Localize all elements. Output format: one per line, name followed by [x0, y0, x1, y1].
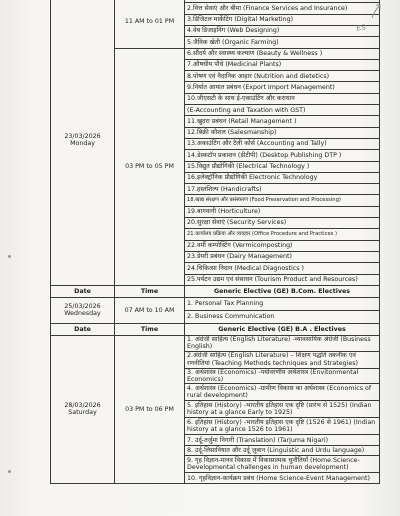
time-cell: 07 AM to 10 AM: [115, 297, 185, 323]
subject-cell: 10. गृहविज्ञान-कार्यक्रम प्रबंध (Home Science-Event Management): [185, 473, 380, 484]
subject-cell: 2. Business Communication: [185, 310, 380, 323]
subject-cell: 8. उर्दू-लिसानियात और उर्दू ज़ुबान (Linguistic and Urdu language): [185, 445, 380, 456]
subject-cell: 5.जैविक खेती (Organic Farming): [185, 37, 380, 48]
subject-cell: 7.औषधीय पौधे (Medicinal Plants): [185, 59, 380, 70]
subject-cell: 3. अर्थशास्त्र (Economics) -पर्यावरणीय अर्थशास्त्र (Envitonmental Economics): [185, 368, 380, 384]
date-cell: [51, 335, 115, 483]
subject-cell: 20.सुरक्षा सेवाएं (Security Services): [185, 218, 380, 229]
exam-date: 25/03/2026: [64, 302, 101, 310]
exam-day: Monday: [70, 139, 95, 147]
column-header-time: Time: [115, 323, 185, 335]
subject-cell: 6. इतिहास (History) -भारतीय इतिहास एक दृष्टि (1526 से 1961) (Indian history at a glance 1526 to 1961): [185, 418, 380, 435]
exam-day: Saturday: [68, 409, 97, 417]
subject-cell: 14.डेस्कटॉप प्रकाशन (डीटीपी) (Desktop Publishing DTP ): [185, 150, 380, 161]
subject-cell: 7. उर्दू-तर्जुमा निगारी (Translation) (Tarjuma Nigari): [185, 435, 380, 446]
subject-cell: 13.अकाउंटिंग और टैली कोर्स (Accounting and Tally): [185, 138, 380, 149]
punch-hole-mark: [8, 255, 11, 258]
subject-cell: 4. अर्थशास्त्र (Economics) -ग्रामीण विकास का अर्थशास्त्र (Economics of rural development): [185, 384, 380, 401]
subject-cell: 24.चिकित्सा निदान (Medical Diagnostics ): [185, 263, 380, 274]
column-header-date: Date: [51, 285, 115, 297]
column-header-time: Time: [115, 285, 185, 297]
subject-cell: 1. Personal Tax Planning: [185, 297, 380, 310]
subject-cell: 2.अंग्रेजी साहित्य (English Literature) – शिक्षण पद्धति तकनीक एवं रणनीतियां (Teaching Methods techniques and Strategies): [185, 351, 380, 368]
subject-cell: 9.निर्यात आयात प्रबंधन (Export Import Management): [185, 82, 380, 93]
punch-hole-mark: [8, 470, 11, 473]
section-title: Generic Elective (GE) B.A . Electives: [185, 323, 380, 335]
subject-cell: 10.जीएसटी के साथ ई-एकाउंटिंग और कराधान: [185, 93, 380, 104]
subject-cell: 18.खाद्य संरक्षण और प्रसंस्करण (Food Preservation and Processing): [185, 195, 380, 206]
subject-cell: 4.वेब डिजाइनिंग (Web Designing): [185, 26, 380, 37]
subject-cell: 11.खुदरा प्रबंधन (Retail Management ): [185, 116, 380, 127]
subject-cell: 8.पोषण एवं नैदानिक आहार (Nutrition and dietetics): [185, 71, 380, 82]
column-header-date: Date: [51, 323, 115, 335]
time-cell: 03 PM to 05 PM: [115, 48, 185, 285]
subject-cell: 3.डिजिटल मार्केटिंग (Digital Marketing): [185, 14, 380, 25]
subject-cell: 5. इतिहास (History) -भारतीय इतिहास एक दृष्टि (प्रारंभ से 1525) (Indian history at a glance Early to 1925): [185, 401, 380, 418]
subject-cell: 17.हस्तशिल्प (Handicrafts): [185, 184, 380, 195]
subject-cell: 2.वित्त सेवाएं और बीमा (Finance Services and Insurance): [185, 3, 380, 14]
subject-cell: 9. गृह विज्ञान-मानव विकास में विकासात्मक चुनौतियाँ (Home Science-Developmental challenges in human development): [185, 456, 380, 473]
subject-cell: 12.बिक्री कौशल (Salesmanship): [185, 127, 380, 138]
section-header-row: [51, 323, 380, 335]
date-cell: [51, 297, 115, 323]
time-cell: 03 PM to 06 PM: [115, 335, 185, 483]
subject-cell: 25.पर्यटन उद्यम एवं संसाधन (Tourism Product and Resources): [185, 274, 380, 285]
exam-date: 28/03/2026: [64, 401, 101, 409]
handwritten-mark: ES: [355, 23, 367, 33]
subject-cell: (E-Accounting and Taxation with GST): [185, 105, 380, 116]
subject-cell: 1. अंग्रेजी साहित्य (English Literature) -व्यावसायिक अंग्रेजी (Business English): [185, 335, 380, 351]
time-cell: 11 AM to 01 PM: [115, 0, 185, 48]
section-title: Generic Elective (GE) B.Com. Electives: [185, 285, 380, 297]
subject-cell: 6.सौंदर्य और स्वास्थ्य कल्याण (Beauty & Wellness ): [185, 48, 380, 59]
subject-cell: 19.बागवानी (Horticulture): [185, 206, 380, 217]
exam-date: 23/03/2026: [64, 132, 101, 140]
date-cell: [51, 0, 115, 285]
subject-cell: 15.विद्युत प्रौद्योगिकी (Electrical Technology ): [185, 161, 380, 172]
subject-cell: 23.डेयरी प्रबंधन (Dairy Management): [185, 251, 380, 262]
handwritten-arrow-icon: [369, 2, 383, 20]
subject-cell: 22.वर्मी कम्पोस्टिंग (Vermicomposting): [185, 240, 380, 251]
subject-cell: 16.इलेक्ट्रॉनिक प्रौद्योगिकी Electronic Technology: [185, 172, 380, 183]
subject-cell: 21.कार्यालय प्रक्रिया और व्यवहार (Office Procedure and Practices ): [185, 229, 380, 240]
exam-day: Wednesday: [64, 310, 101, 318]
section-header-row: [51, 285, 380, 297]
exam-schedule-table: [50, 0, 380, 484]
